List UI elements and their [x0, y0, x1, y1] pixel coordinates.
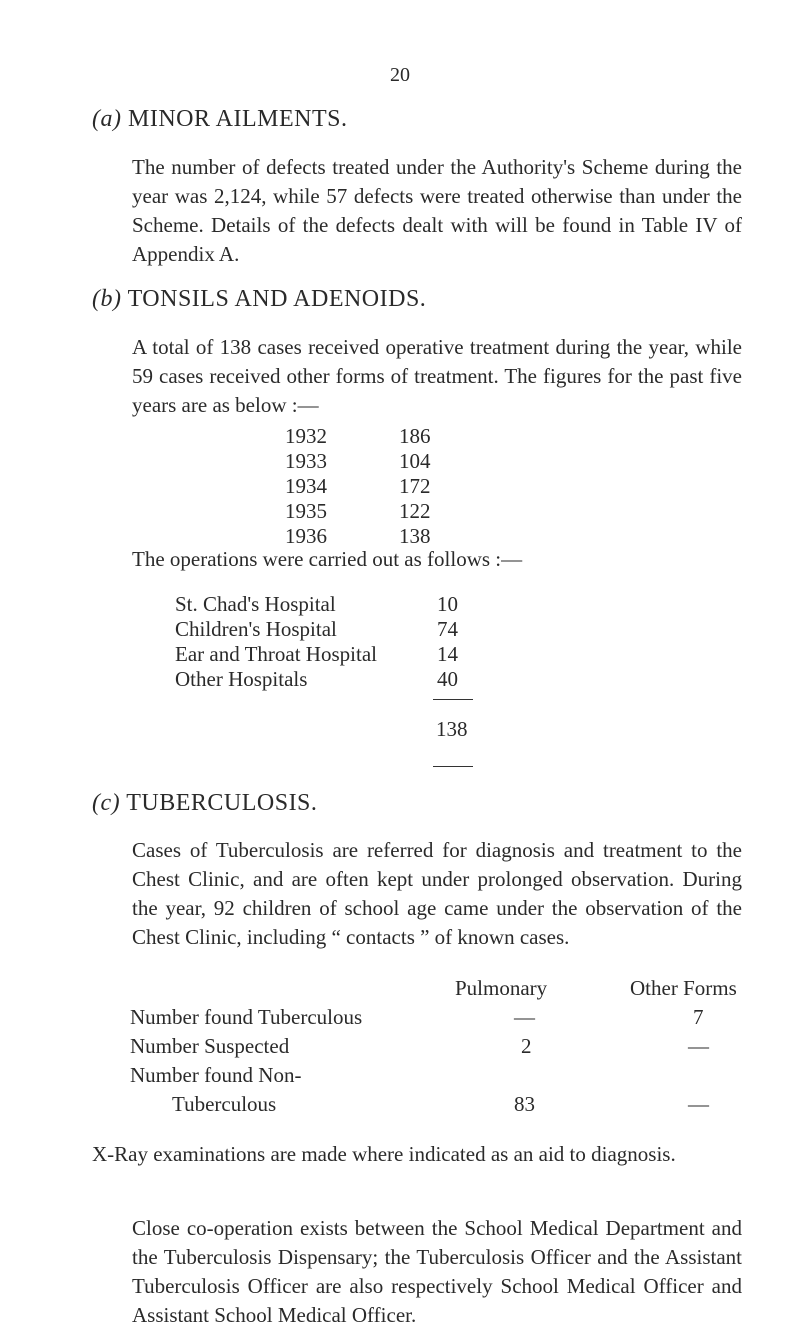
tb-row-pulmonary: 83: [514, 1092, 535, 1116]
cooperation-text: Close co-operation exists between the School Medical Department and the Tuberculosis Dispensary; the Tuberculosis Officer and the Assistant Tuberculosis Officer are also respectively School Medical Officer and Assistant School Medical Officer.: [132, 1216, 742, 1327]
section-b-text: A total of 138 cases received operative treatment during the year, while 59 cases received other forms of treatment. The figures for the past five years are as below :—: [132, 335, 742, 417]
section-b-title: TONSILS AND ADENOIDS.: [127, 286, 427, 312]
tb-row-pulmonary: 2: [521, 1034, 532, 1058]
count-cell: 40: [437, 667, 458, 691]
count-cell: 138: [399, 524, 431, 548]
count-cell: 172: [399, 474, 431, 498]
section-a-letter: (a): [92, 106, 122, 132]
xray-paragraph: [92, 1140, 742, 1169]
xray-text: X-Ray examinations are made where indicated as an aid to diagnosis.: [92, 1142, 676, 1166]
operations-total: 138: [436, 717, 468, 741]
operations-row: [175, 592, 472, 617]
count-cell: 10: [437, 592, 458, 616]
section-b-paragraph: [92, 333, 742, 420]
section-b-heading: [92, 286, 426, 313]
count-cell: 74: [437, 617, 458, 641]
tb-row-other: 7: [693, 1005, 704, 1029]
tb-row-label: Number found Non-: [130, 1063, 302, 1087]
year-cell: 1935: [285, 499, 327, 523]
years-row: [285, 424, 459, 449]
years-row: [285, 474, 459, 499]
col-other-header: Other Forms: [630, 976, 737, 1000]
section-c-heading: [92, 790, 317, 817]
years-row: [285, 499, 459, 524]
count-cell: 186: [399, 424, 431, 448]
year-cell: 1932: [285, 424, 327, 448]
place-cell: Children's Hospital: [175, 617, 337, 641]
operations-table: [175, 592, 472, 692]
place-cell: Ear and Throat Hospital: [175, 642, 377, 666]
year-cell: 1934: [285, 474, 327, 498]
year-cell: 1933: [285, 449, 327, 473]
place-cell: Other Hospitals: [175, 667, 308, 691]
section-a-title: MINOR AILMENTS.: [127, 106, 348, 132]
tb-row-label: Number Suspected: [130, 1034, 290, 1058]
tb-row-pulmonary: —: [514, 1005, 535, 1029]
year-cell: 1936: [285, 524, 327, 548]
count-cell: 122: [399, 499, 431, 523]
section-c-letter: (c): [92, 790, 121, 816]
years-row: [285, 524, 459, 549]
tb-row-other: —: [688, 1092, 709, 1116]
section-b-letter: (b): [92, 286, 122, 312]
section-c-title: TUBERCULOSIS.: [126, 790, 318, 816]
count-cell: 104: [399, 449, 431, 473]
operations-row: [175, 667, 472, 692]
operations-intro: The operations were carried out as follows :—: [132, 547, 523, 571]
cooperation-paragraph: [92, 1214, 742, 1330]
page-number: 20: [390, 64, 410, 86]
section-c-paragraph: [92, 836, 742, 952]
years-row: [285, 449, 459, 474]
section-a-heading: [92, 106, 348, 133]
operations-row: [175, 642, 472, 667]
count-cell: 14: [437, 642, 458, 666]
sum-rule-bottom: [433, 766, 473, 767]
section-a-paragraph: [92, 153, 742, 269]
col-pulmonary-header: Pulmonary: [455, 976, 548, 1000]
place-cell: St. Chad's Hospital: [175, 592, 336, 616]
tb-row-label-continued: Tuberculous: [172, 1092, 277, 1116]
section-c-text: Cases of Tuberculosis are referred for diagnosis and treatment to the Chest Clinic, and are often kept under prolonged observation. During the year, 92 children of school age came under the observation of the Chest Clinic, including “ contacts ” of known cases.: [132, 838, 742, 949]
tb-row-other: —: [688, 1034, 709, 1058]
tb-row-label: Number found Tuberculous: [130, 1005, 363, 1029]
sum-rule-top: [433, 699, 473, 700]
section-a-text: The number of defects treated under the Authority's Scheme during the year was 2,124, while 57 defects were treated otherwise than under the Scheme. Details of the defects dealt with will be found in Table IV of Appendix A.: [132, 155, 742, 266]
years-table: [285, 424, 459, 549]
operations-row: [175, 617, 472, 642]
